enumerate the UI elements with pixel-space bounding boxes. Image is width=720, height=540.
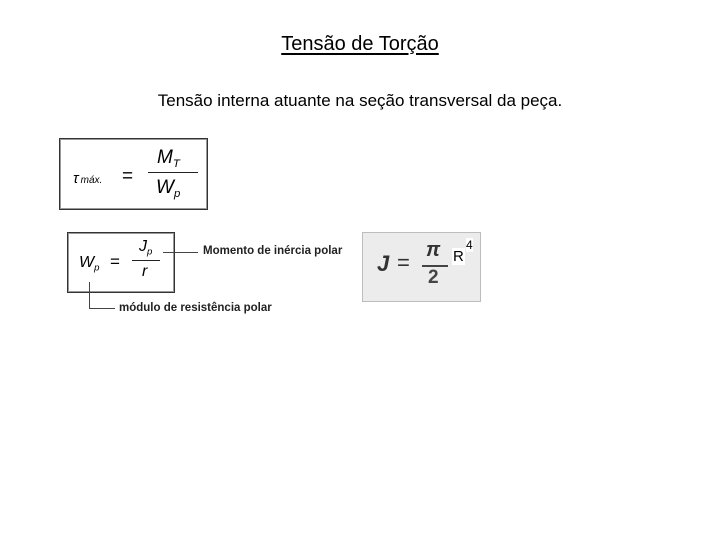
subtitle: Tensão interna atuante na seção transversal da peça. (157, 91, 563, 110)
modulus-leader-vertical (89, 282, 90, 309)
moment-leader-line (163, 252, 198, 253)
page-title: Tensão de Torção (281, 33, 439, 55)
tau-subscript: máx. (80, 175, 103, 186)
modulus-leader-horizontal (89, 308, 115, 309)
moment-label: Momento de inércia polar (203, 245, 343, 257)
j-equals: = (397, 250, 410, 275)
tau-numerator: $M_T$ (157, 147, 180, 170)
wp-equals: = (110, 252, 120, 271)
j-denominator: 2 (428, 267, 439, 288)
formula-wp-box (67, 232, 175, 293)
j-radius-exponent: 4 (466, 238, 473, 252)
j-numerator: π (426, 239, 441, 261)
wp-lhs: $W_p$ (79, 254, 100, 274)
tau-equals: = (122, 166, 134, 187)
tau-fraction-line (148, 172, 198, 173)
j-lhs: J (377, 251, 390, 276)
wp-numerator: $J_p$ (139, 238, 153, 258)
formula-tau-box (59, 138, 208, 210)
tau-denominator: $W_p$ (156, 177, 181, 200)
j-radius-base: R (453, 248, 464, 265)
formula-j-box (362, 232, 481, 302)
tau-symbol: τmáx. (73, 170, 103, 187)
wp-fraction-line (132, 260, 160, 261)
modulus-label: módulo de resistência polar (119, 302, 272, 314)
wp-denominator: r (142, 263, 148, 280)
